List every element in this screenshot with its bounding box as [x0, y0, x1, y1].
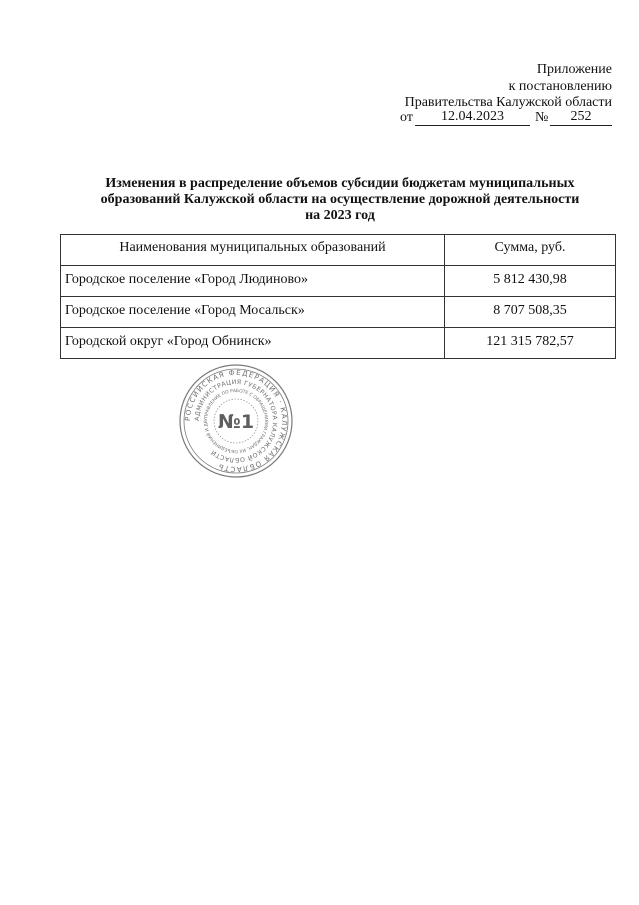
table-row: [61, 266, 616, 297]
column-header-sum: Сумма, руб.: [445, 235, 616, 266]
date-prefix: от: [400, 110, 413, 125]
municipality-name: Городское поселение «Город Людиново»: [61, 266, 445, 297]
table-header-row: [61, 235, 616, 266]
subsidy-table: [60, 234, 616, 359]
subsidy-sum: 121 315 782,57: [445, 328, 616, 359]
document-number: 252: [550, 109, 612, 126]
resolution-label: к постановлению: [508, 78, 612, 94]
document-title: [90, 176, 590, 224]
municipality-name: Городской округ «Город Обнинск»: [61, 328, 445, 359]
column-header-name: Наименования муниципальных образований: [61, 235, 445, 266]
number-sign: №: [535, 110, 549, 125]
subsidy-sum: 5 812 430,98: [445, 266, 616, 297]
table-row: [61, 297, 616, 328]
title-line-1: Изменения в распределение объемов субсидии бюджетам муниципальных: [105, 176, 575, 191]
official-seal: [167, 362, 305, 480]
subsidy-sum: 8 707 508,35: [445, 297, 616, 328]
document-date-number: [400, 110, 615, 128]
municipality-name: Городское поселение «Город Мосальск»: [61, 297, 445, 328]
seal-middle-text: АДМИНИСТРАЦИЯ ГУБЕРНАТОРА КАЛУЖСКОЙ ОБЛАСТИ: [193, 378, 279, 464]
seal-center-label: №1: [217, 411, 255, 433]
title-line-3: на 2023 год: [305, 208, 375, 223]
appendix-header: [405, 62, 612, 112]
appendix-label: Приложение: [536, 62, 612, 77]
title-line-2: образований Калужской области на осуществление дорожной деятельности: [100, 192, 580, 207]
seal-outer-text: РОССИЙСКАЯ ФЕДЕРАЦИЯ · КАЛУЖСКАЯ ОБЛАСТЬ: [183, 368, 289, 474]
government-label: Правительства Калужской области: [404, 95, 612, 110]
seal-inner-text: УПРАВЛЕНИЕ ПО РАБОТЕ С ОБРАЩЕНИЯМИ ГРАЖДАН, ИХ ОБЪЕДИНЕНИЙ И ДЕ: [203, 388, 269, 454]
document-date: 12.04.2023: [415, 109, 530, 126]
table-row: [61, 328, 616, 359]
